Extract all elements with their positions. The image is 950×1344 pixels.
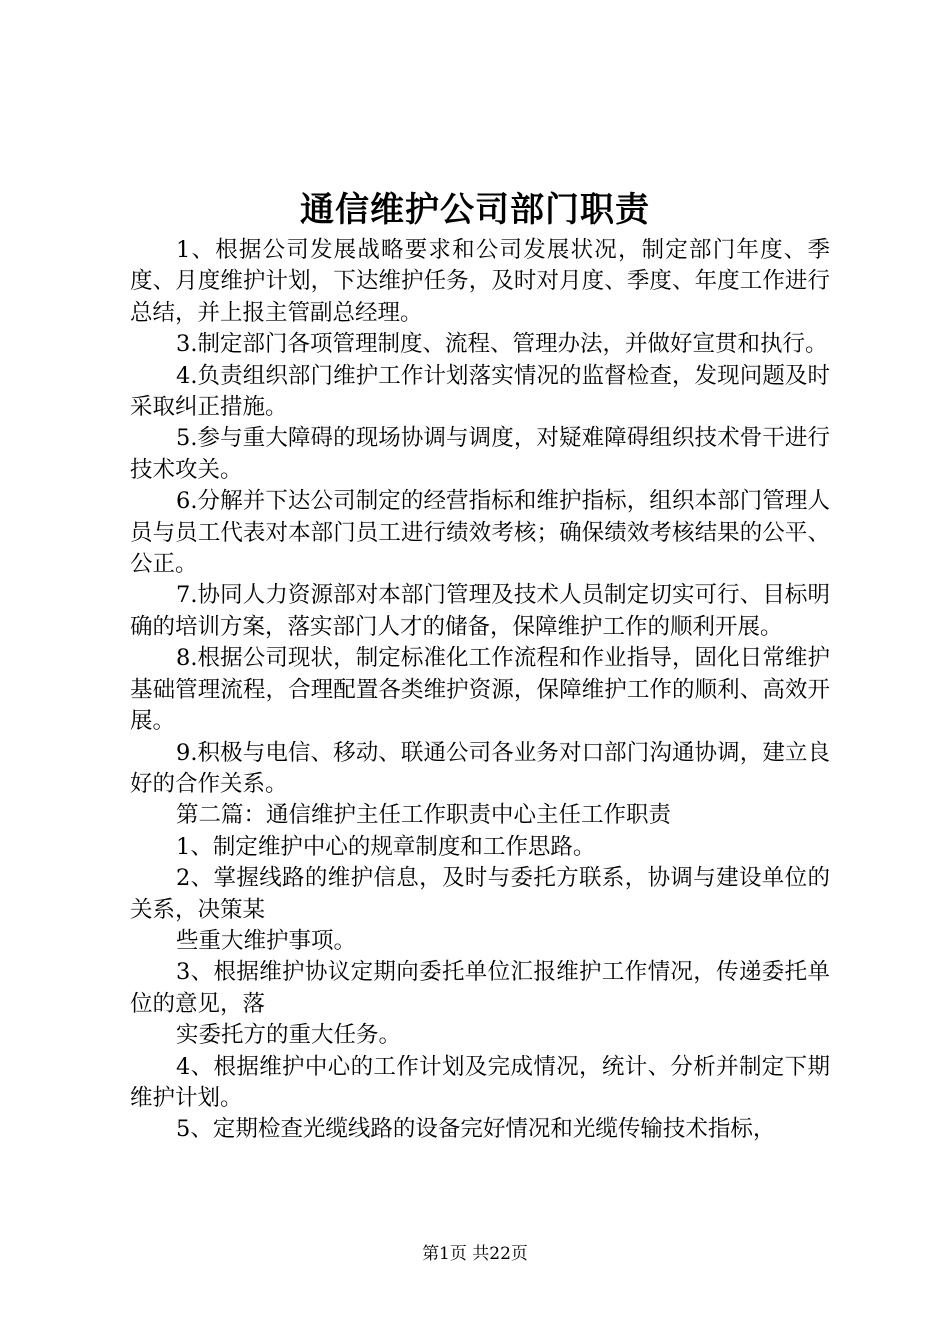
paragraph: 4、根据维护中心的工作计划及完成情况，统计、分析并制定下期维护计划。 — [130, 1053, 830, 1111]
section-heading: 第二篇：通信维护主任工作职责中心主任工作职责 — [176, 802, 672, 829]
paragraph: 7.协同人力资源部对本部门管理及技术人员制定切实可行、目标明确的培训方案，落实部门人才的储备，保障维护工作的顺利开展。 — [130, 582, 830, 640]
paragraph: 4.负责组织部门维护工作计划落实情况的监督检查，发现问题及时采取纠正措施。 — [130, 362, 830, 421]
paragraph: 1、根据公司发展战略要求和公司发展状况，制定部门年度、季度、月度维护计划，下达维护任务，及时对月度、季度、年度工作进行总结，并上报主管副总经理。 — [130, 237, 830, 326]
document-body — [130, 235, 830, 1146]
paragraph-continuation: 些重大维护事项。 — [176, 927, 357, 954]
paragraph: 5、定期检查光缆线路的设备完好情况和光缆传输技术指标， — [176, 1116, 776, 1143]
paragraph: 1、制定维护中心的规章制度和工作思路。 — [176, 833, 596, 860]
paragraph: 6.分解并下达公司制定的经营指标和维护指标，组织本部门管理人员与员工代表对本部门员工进行绩效考核；确保绩效考核结果的公平、公正。 — [130, 488, 830, 578]
paragraph-continuation: 实委托方的重大任务。 — [176, 1022, 402, 1049]
paragraph: 2、掌握线路的维护信息，及时与委托方联系，协调与建设单位的关系，决策某 — [130, 865, 830, 923]
paragraph: 3.制定部门各项管理制度、流程、管理办法，并做好宣贯和执行。 — [176, 331, 828, 358]
document-title: 通信维护公司部门职责 — [300, 190, 650, 230]
paragraph: 9.积极与电信、移动、联通公司各业务对口部门沟通协调，建立良好的合作关系。 — [130, 739, 830, 797]
paragraph: 5.参与重大障碍的现场协调与调度，对疑难障碍组织技术骨干进行技术攻关。 — [130, 425, 830, 483]
paragraph: 3、根据维护协议定期向委托单位汇报维护工作情况，传递委托单位的意见，落 — [130, 959, 830, 1017]
paragraph: 8.根据公司现状，制定标准化工作流程和作业指导，固化日常维护基础管理流程，合理配置各类维护资源，保障维护工作的顺利、高效开展。 — [130, 645, 830, 735]
page-footer: 第1页 共22页 — [422, 1244, 528, 1264]
